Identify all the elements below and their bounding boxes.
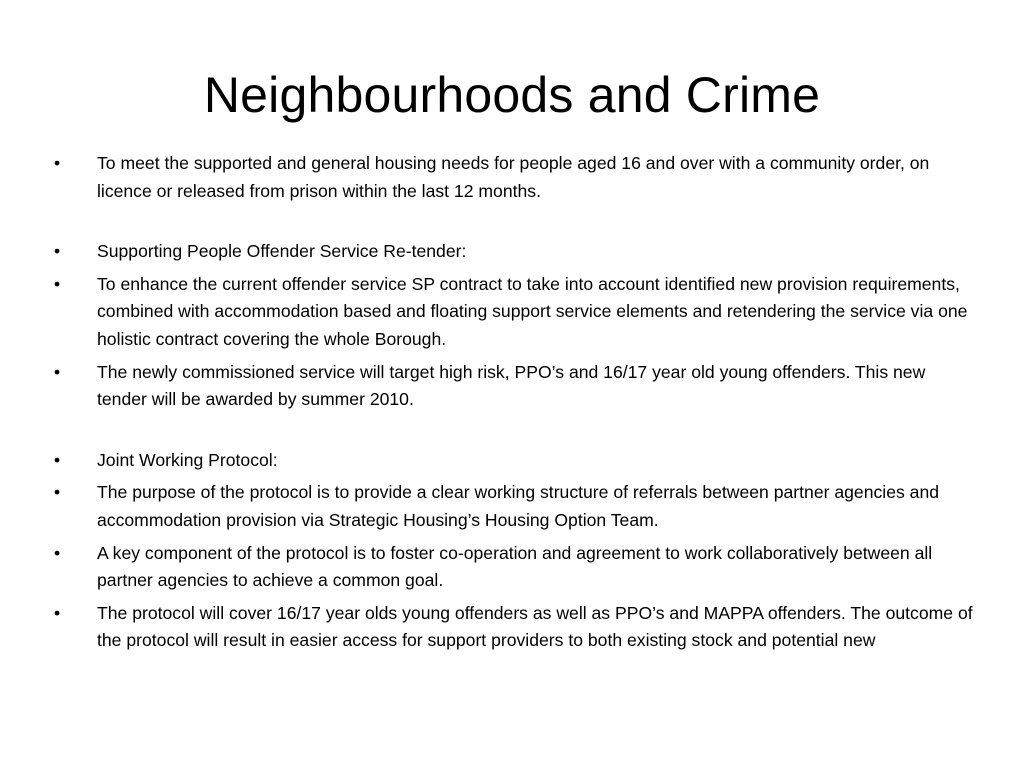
bullet-item: [54, 600, 974, 655]
bullet-dot-icon: •: [54, 542, 61, 563]
bullet-dot-icon: •: [54, 241, 61, 262]
bullet-dot-icon: •: [54, 602, 61, 623]
bullet-text: The protocol will cover 16/17 year olds young offenders as well as PPO’s and MAPPA offenders. The outcome of the protocol will result in easier access for support providers to both existing stock and potential new: [97, 602, 973, 651]
bullet-dot-icon: •: [54, 361, 61, 382]
bullet-dot-icon: •: [54, 482, 61, 503]
bullet-item: [54, 238, 974, 266]
bullet-text: A key component of the protocol is to foster co-operation and agreement to work collaboratively between all partner agencies to achieve a common goal.: [97, 542, 933, 591]
bullet-item: [54, 359, 974, 414]
bullet-item: [54, 540, 974, 595]
bullet-text: Joint Working Protocol:: [97, 449, 278, 470]
bullet-dot-icon: •: [54, 449, 61, 470]
bullet-text: The purpose of the protocol is to provide a clear working structure of referrals between partner agencies and accommodation provision via Strategic Housing’s Housing Option Team.: [97, 482, 940, 530]
bullet-item: [54, 150, 974, 205]
bullet-dot-icon: •: [54, 273, 61, 294]
bullet-dot-icon: •: [54, 153, 61, 173]
bullet-text: To meet the supported and general housing needs for people aged 16 and over with a community order, on licence or released from prison within the last 12 months.: [97, 153, 930, 201]
bullet-item: [54, 447, 974, 475]
bullet-list: [54, 150, 974, 660]
bullet-text: Supporting People Offender Service Re-tender:: [97, 241, 467, 262]
bullet-text: The newly commissioned service will target high risk, PPO’s and 16/17 year old young offenders. This new tender will be awarded by summer 2010.: [97, 361, 926, 410]
bullet-item: [54, 271, 974, 354]
bullet-text: To enhance the current offender service SP contract to take into account identified new provision requirements, combined with accommodation based and floating support service elements and retendering the service via one holistic contract covering the whole Borough.: [97, 273, 968, 349]
bullet-item: [54, 479, 974, 534]
slide-title: Neighbourhoods and Crime: [203, 67, 821, 123]
